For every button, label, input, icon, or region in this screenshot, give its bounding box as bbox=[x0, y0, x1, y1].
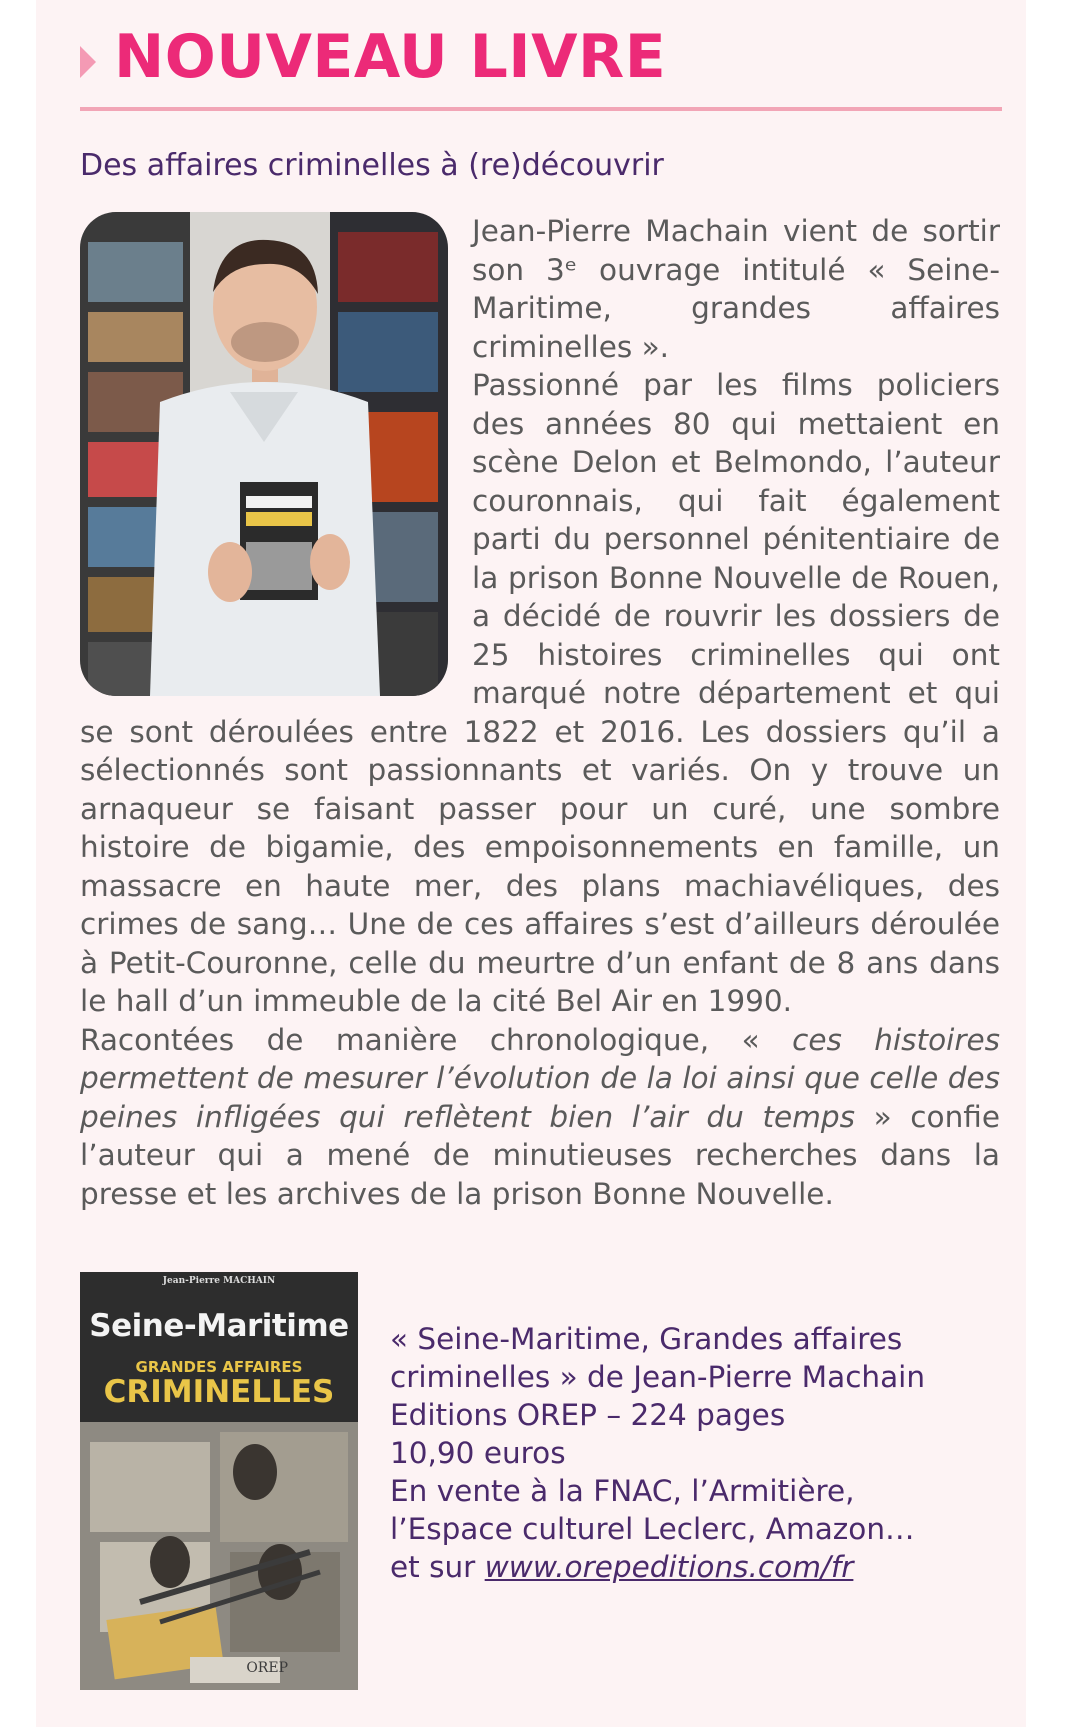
info-line-5: En vente à la FNAC, l’Armitière, bbox=[390, 1474, 855, 1508]
info-line-3: Editions OREP – 224 pages bbox=[390, 1398, 786, 1432]
cover-title: Seine-Maritime bbox=[89, 1308, 349, 1344]
cover-publisher: OREP bbox=[246, 1660, 288, 1676]
info-line-7 bbox=[390, 1548, 1010, 1586]
info-line-6: l’Espace culturel Leclerc, Amazon… bbox=[390, 1512, 915, 1546]
header-divider bbox=[80, 107, 1002, 111]
section-header bbox=[80, 18, 1000, 110]
info-line-7-prefix: et sur bbox=[390, 1550, 485, 1584]
book-info bbox=[390, 1320, 1010, 1586]
book-cover bbox=[80, 1272, 358, 1690]
cover-subtitle-big: CRIMINELLES bbox=[103, 1374, 335, 1410]
info-line-2: criminelles » de Jean-Pierre Machain bbox=[390, 1360, 926, 1394]
article-paragraph-2: Passionné par les films policiers des années 80 qui mettaient en scène Delon et Belmondo, l’auteur couronnais, qui fait également parti du personnel pénitentiaire de la prison Bonne Nouvelle de Rouen, a décidé de rouvrir les dossiers de 25 histoires criminelles qui ont marqué notre département et qui se sont déroulées entre 1822 et 2016. Les dossiers qu’il a sélectionnés sont passionnants et variés. On y trouve un arnaqueur se faisant passer pour un curé, une sombre histoire de bigamie, des empoisonnements en famille, un massacre en haute mer, des plans machiavéliques, des crimes de sang… Une de ces affaires s’est d’ailleurs déroulée à Petit-Couronne, celle du meurtre d’un enfant de 8 ans dans le hall d’un immeuble de la cité Bel Air en 1990. bbox=[80, 368, 1000, 1018]
info-line-4: 10,90 euros bbox=[390, 1436, 566, 1470]
page-panel bbox=[36, 0, 1026, 1727]
article-subtitle: Des affaires criminelles à (re)découvrir bbox=[80, 148, 664, 183]
author-quote: ces histoires permettent de mesurer l’évolution de la loi ainsi que celle des peines infligées qui reflètent bien l’air du temps bbox=[80, 1022, 1000, 1134]
info-line-1: « Seine-Maritime, Grandes affaires bbox=[390, 1322, 903, 1356]
triangle-bullet-icon bbox=[80, 46, 96, 78]
article-paragraph-3 bbox=[80, 1021, 1000, 1214]
article-paragraph-3-start: Racontées de manière chronologique, « bbox=[80, 1022, 793, 1057]
article-paragraph-3-end: » confie l’auteur qui a mené de minutieuses recherches dans la presse et les archives de la prison Bonne Nouvelle. bbox=[80, 1099, 1000, 1211]
article-paragraph-1: Jean-Pierre Machain vient de sortir son 3ᵉ ouvrage intitulé « Seine-Maritime, grandes affaires criminelles ». bbox=[472, 214, 1000, 364]
section-title: NOUVEAU LIVRE bbox=[114, 22, 667, 92]
article-body bbox=[80, 212, 1000, 1213]
publisher-website-link[interactable]: www.orepeditions.com/fr bbox=[484, 1550, 854, 1584]
photo-wrap-spacer bbox=[80, 212, 472, 700]
cover-subtitle-small: GRANDES AFFAIRES bbox=[135, 1358, 303, 1376]
cover-author: Jean-Pierre MACHAIN bbox=[162, 1276, 276, 1286]
